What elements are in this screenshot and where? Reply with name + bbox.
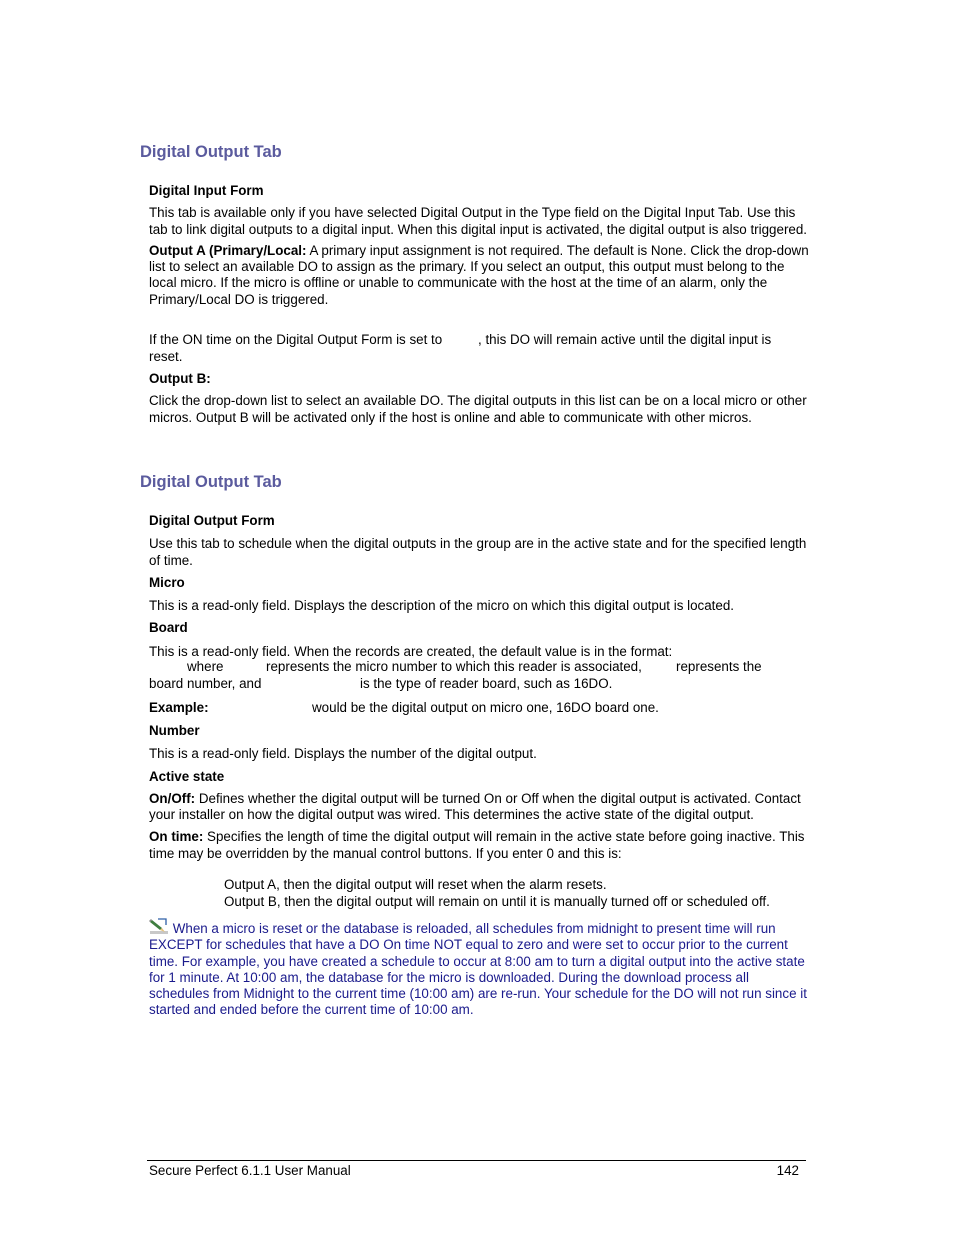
paragraph-output-a xyxy=(149,243,809,308)
output-b-label: Output B: xyxy=(149,371,211,386)
board-represents-2: represents the xyxy=(676,659,762,674)
on-time-output-b: Output B, then the digital output will remain on until it is manually turned off or scheduled off. xyxy=(224,894,770,909)
micro-label: Micro xyxy=(149,574,185,590)
board-represents-1: represents the micro number to which this reader is associated, xyxy=(266,659,642,674)
example-text: would be the digital output on micro one, 16DO board one. xyxy=(312,700,659,715)
section-heading-1: Digital Output Tab xyxy=(140,143,282,161)
note-paragraph xyxy=(149,918,809,1019)
section-1-output-b xyxy=(149,371,809,426)
on-time-text: Specifies the length of time the digital output will remain in the active state before going inactive. This time may be overridden by the manual control buttons. If you enter 0 and this is: xyxy=(149,829,805,861)
output-a-text: A primary input assignment is not required. The default is None. Click the drop-down list to select an available DO to assign as the primary. If you select an output, this output must belong to the local micro. If the micro is offline or unable to communicate with the host at the time of an alarm, only the Primary/Local DO is triggered. xyxy=(149,242,809,307)
paragraph-on-off xyxy=(149,791,809,824)
paragraph-on-time xyxy=(149,829,809,862)
active-state-label: Active state xyxy=(149,768,225,784)
page-number: 142 xyxy=(776,1163,799,1178)
subheading-digital-output-form: Digital Output Form xyxy=(149,513,275,528)
output-a-label: Output A (Primary/Local: xyxy=(149,242,307,258)
note-text: When a micro is reset or the database is reloaded, all schedules from midnight to present time will run EXCEPT for schedules that have a DO On time NOT equal to zero and were set to occur prior to the current time. For example, you have created a schedule to occur at 8:00 am to turn a digital output into the active state for 1 minute. At 10:00 am, the database for the micro is downloaded. During the download process all schedules from Midnight to the current time (10:00 am) are re-run. Your schedule for the DO will not run since it started and ended before the current time of 10:00 am. xyxy=(149,921,807,1018)
board-where: where xyxy=(187,659,224,674)
on-time-output-a: Output A, then the digital output will reset when the alarm resets. xyxy=(224,877,607,892)
on-off-label: On/Off: xyxy=(149,790,196,806)
on-off-text: Defines whether the digital output will be turned On or Off when the digital output is activated. Contact your installer on how the digital output was wired. This determines the active state of the digital output. xyxy=(149,790,801,823)
board-line-1: This is a read-only field. When the records are created, the default value is in the format: xyxy=(149,643,673,659)
paragraph-intro-1: This tab is available only if you have selected Digital Output in the Type field on the Digital Input Tab. Use this tab to link digital outputs to a digital input. When this digital input is activated, the digital output is also triggered. xyxy=(149,205,808,237)
footer-rule xyxy=(147,1160,806,1161)
section-2-body xyxy=(149,513,809,660)
footer-title: Secure Perfect 6.1.1 User Manual xyxy=(149,1163,351,1178)
section-heading-2: Digital Output Tab xyxy=(140,473,282,491)
subheading-digital-input-form: Digital Input Form xyxy=(149,183,264,198)
note-pencil-icon xyxy=(149,918,169,935)
micro-text: This is a read-only field. Displays the description of the micro on which this digital output is located. xyxy=(149,598,735,614)
board-line-3a: board number, and xyxy=(149,676,262,691)
example-label: Example: xyxy=(149,700,209,715)
section-2-number xyxy=(149,723,809,862)
on-time-label: On time: xyxy=(149,829,204,845)
on-time-line-1b: , this DO will remain active until the digital input is xyxy=(478,332,772,347)
board-line-3b: is the type of reader board, such as 16DO. xyxy=(360,676,613,691)
on-time-line-1a: If the ON time on the Digital Output Form is set to xyxy=(149,332,443,347)
board-label: Board xyxy=(149,620,188,636)
on-time-line-2: reset. xyxy=(149,349,183,364)
paragraph-intro-2: Use this tab to schedule when the digital outputs in the group are in the active state and for the specified length of time. xyxy=(149,536,807,568)
paragraph-output-b: Click the drop-down list to select an available DO. The digital outputs in this list can be on a local micro or other micros. Output B will be activated only if the host is online and able to communicate with other micros. xyxy=(149,393,807,425)
number-label: Number xyxy=(149,723,200,738)
number-text: This is a read-only field. Displays the number of the digital output. xyxy=(149,746,537,762)
section-1-body xyxy=(149,183,809,308)
